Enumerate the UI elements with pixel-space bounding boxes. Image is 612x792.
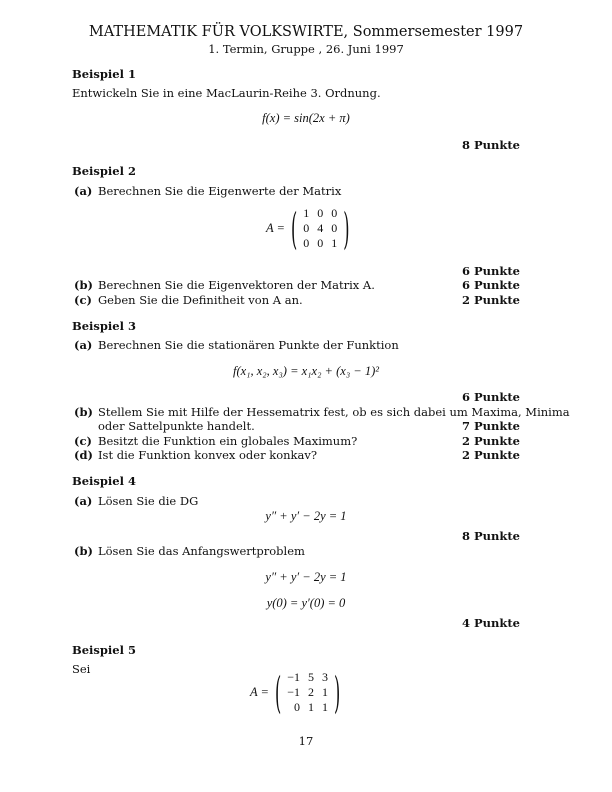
b3-c-label: (c) (74, 434, 92, 448)
page-number: 17 (298, 734, 314, 748)
title-semester: , Sommersemester 1997 (343, 24, 524, 40)
right-paren-icon: ) (334, 666, 341, 719)
left-paren-icon: ( (274, 666, 282, 719)
page-subtitle: 1. Termin, Gruppe , 26. Juni 1997 (208, 42, 404, 56)
b3-a-label: (a) (74, 338, 93, 352)
matrix-cell: 1 (303, 206, 310, 220)
b3-b-label: (b) (74, 405, 93, 419)
matrix-cell: 5 (308, 670, 315, 684)
matrix-cell: 3 (322, 670, 329, 684)
b3-d-label: (d) (74, 448, 93, 462)
b4-b-formula-initial: y(0) = y′(0) = 0 (266, 596, 346, 610)
b1-points: 8 Punkte (462, 138, 520, 152)
b2-matrix (299, 206, 341, 251)
matrix-cell: 1 (331, 236, 338, 250)
b2-a-label: (a) (74, 184, 93, 198)
matrix-cell: 1 (322, 685, 329, 699)
b4-a-text: Lösen Sie die DG (98, 494, 199, 508)
title-main: MATHEMATIK FÜR VOLKSWIRTE (88, 24, 344, 40)
b2-a-text: Berechnen Sie die Eigenwerte der Matrix (98, 184, 342, 198)
b3-a-text: Berechnen Sie die stationären Punkte der Funktion (98, 338, 399, 352)
matrix-cell: 0 (331, 221, 338, 235)
b3-b-points: 7 Punkte (462, 419, 520, 433)
b1-formula: f(x) = sin(2x + π) (262, 111, 350, 125)
b3-d-text: Ist die Funktion konvex oder konkav? (98, 448, 318, 462)
b3-b-text-line1: Stellem Sie mit Hilfe der Hessematrix fest, ob es sich dabei um Maxima, Minima (98, 405, 570, 419)
b5-matrix-equation (250, 666, 342, 719)
b5-heading: Beispiel 5 (72, 643, 136, 657)
b2-matrix-equation (266, 202, 351, 255)
b5-matrix-lhs: A = (250, 685, 269, 699)
b3-c-points: 2 Punkte (462, 434, 520, 448)
b2-c-points: 2 Punkte (462, 293, 520, 307)
left-paren-icon: ( (290, 202, 298, 255)
b5-text: Sei (72, 662, 91, 676)
b4-b-text: Lösen Sie das Anfangswertproblem (98, 544, 305, 558)
matrix-cell: 1 (322, 700, 329, 714)
b5-matrix (283, 670, 332, 715)
b3-b-text-line2: oder Sattelpunkte handelt. (98, 419, 255, 433)
b4-b-label: (b) (74, 544, 93, 558)
b3-a-points: 6 Punkte (462, 390, 520, 404)
b2-heading: Beispiel 2 (72, 164, 136, 178)
b1-heading: Beispiel 1 (72, 67, 136, 81)
b2-b-label: (b) (74, 278, 93, 292)
page-title (0, 24, 612, 40)
b3-c-text: Besitzt die Funktion ein globales Maximum? (98, 434, 358, 448)
b4-a-label: (a) (74, 494, 93, 508)
matrix-cell: 0 (317, 206, 324, 220)
b2-c-label: (c) (74, 293, 92, 307)
b4-heading: Beispiel 4 (72, 474, 136, 488)
b2-matrix-lhs: A = (266, 221, 285, 235)
matrix-cell: 0 (294, 700, 301, 714)
matrix-cell: −1 (287, 685, 301, 699)
b4-a-points: 8 Punkte (462, 529, 520, 543)
right-paren-icon: ) (343, 202, 350, 255)
b3-formula: f(x₁, x₂, x₃) = x₁x₂ + (x₃ − 1)² (232, 364, 380, 378)
b2-a-points: 6 Punkte (462, 264, 520, 278)
b4-a-formula: y″ + y′ − 2y = 1 (265, 509, 347, 523)
matrix-cell: 0 (317, 236, 324, 250)
b4-b-points: 4 Punkte (462, 616, 520, 630)
matrix-cell: 0 (303, 236, 310, 250)
matrix-cell: 1 (308, 700, 315, 714)
matrix-cell: 2 (308, 685, 315, 699)
matrix-cell: −1 (287, 670, 301, 684)
matrix-cell: 4 (317, 221, 324, 235)
b2-c-text: Geben Sie die Definitheit von A an. (98, 293, 303, 307)
b3-heading: Beispiel 3 (72, 319, 136, 333)
b4-b-formula-equation: y″ + y′ − 2y = 1 (265, 570, 347, 584)
matrix-cell: 0 (303, 221, 310, 235)
b1-text: Entwickeln Sie in eine MacLaurin-Reihe 3. Ordnung. (72, 86, 381, 100)
matrix-cell: 0 (331, 206, 338, 220)
b2-b-points: 6 Punkte (462, 278, 520, 292)
b3-d-points: 2 Punkte (462, 448, 520, 462)
b2-b-text: Berechnen Sie die Eigenvektoren der Matrix A. (98, 278, 375, 292)
